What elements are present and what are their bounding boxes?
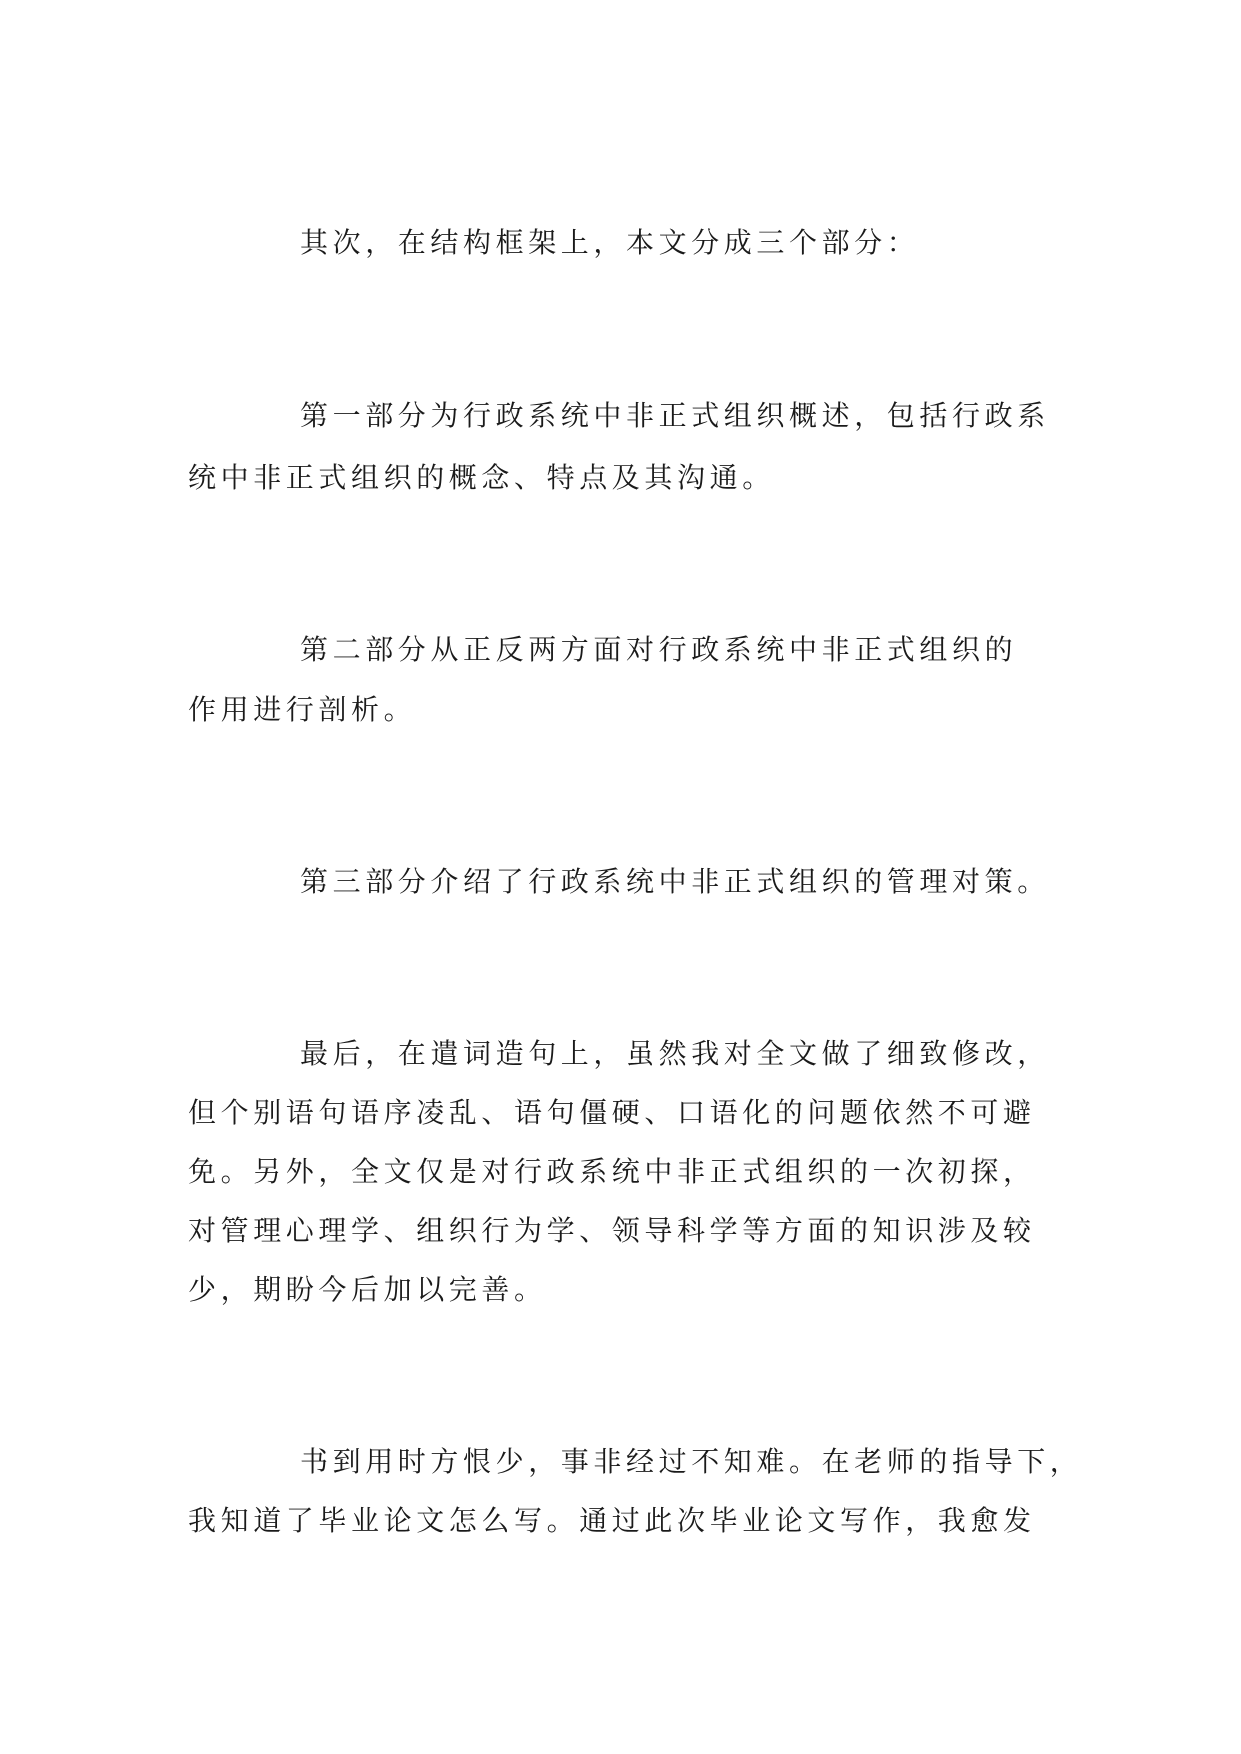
paragraph-6-line-2: 我知道了毕业论文怎么写。通过此次毕业论文写作，我愈发 bbox=[188, 1504, 1036, 1537]
paragraph-5-line-4: 对管理心理学、组织行为学、领导科学等方面的知识涉及较 bbox=[188, 1214, 1036, 1247]
paragraph-3-line-2: 作用进行剖析。 bbox=[188, 693, 417, 726]
paragraph-5-line-2: 但个别语句语序凌乱、语句僵硬、口语化的问题依然不可避 bbox=[188, 1096, 1036, 1129]
paragraph-6-line-1: 书到用时方恨少，事非经过不知难。在老师的指导下， bbox=[300, 1445, 1083, 1478]
paragraph-5-line-3: 免。另外，全文仅是对行政系统中非正式组织的一次初探， bbox=[188, 1155, 1036, 1188]
paragraph-5-line-5: 少，期盼今后加以完善。 bbox=[188, 1273, 547, 1306]
paragraph-2-line-2: 统中非正式组织的概念、特点及其沟通。 bbox=[188, 461, 775, 494]
paragraph-2-line-1: 第一部分为行政系统中非正式组织概述，包括行政系 bbox=[300, 399, 1050, 432]
paragraph-4-line-1: 第三部分介绍了行政系统中非正式组织的管理对策。 bbox=[300, 865, 1050, 898]
paragraph-3-line-1: 第二部分从正反两方面对行政系统中非正式组织的 bbox=[300, 633, 1018, 666]
paragraph-5-line-1: 最后，在遣词造句上，虽然我对全文做了细致修改， bbox=[300, 1037, 1050, 1070]
paragraph-1-line-1: 其次，在结构框架上，本文分成三个部分： bbox=[300, 226, 920, 259]
